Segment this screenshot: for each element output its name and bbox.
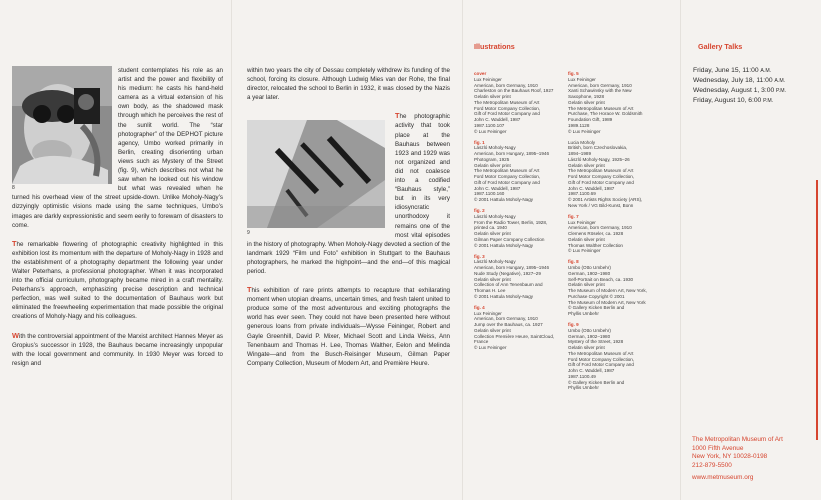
credit-line: Phyllis Umbehr: [568, 385, 599, 391]
credit-line: © Lux Feininger: [474, 128, 507, 134]
credit-line: The Museum of Modern Art, New York: [568, 299, 646, 305]
credit-line: Nude Study (Negative), 1927–29: [474, 270, 541, 276]
credit-line: Xanti Schawinsky with the New: [568, 88, 632, 94]
credit-line: © 2001 Artists Rights Society (ARS),: [568, 197, 643, 203]
credit-line: Umbo (Otto Umbehr): [568, 327, 611, 333]
credit-line: © Lux Feininger: [474, 345, 507, 351]
credit-line: Gelatin silver print: [568, 282, 605, 288]
credit-line: Gelatin silver print: [474, 162, 511, 168]
illustrations-title: Illustrations: [474, 42, 515, 51]
figure-label: fig. 3: [474, 253, 485, 259]
credit-line: Photogram, 1925: [474, 156, 510, 162]
credit-line: Charleston on the Bauhaus Roof, 1927: [474, 88, 554, 94]
figure-label: fig. 4: [474, 304, 485, 310]
illustration-entry: [474, 71, 574, 134]
talk-day-time: Friday, June 15, 11:00: [693, 67, 761, 74]
talk-day-time: Friday, August 10, 6:00: [693, 97, 764, 104]
drop-cap: W: [12, 330, 19, 340]
credit-line: © Lux Feininger: [568, 248, 601, 254]
credit-line: American, born Germany, 1910: [474, 316, 538, 322]
paragraph-flowering-text: he remarkable flowering of photographic creativity highlighted in this exhibition lost its momentum with the departure of Moholy-Nagy in 1928 and the establishment of a photography department the following year under Walter Peterhans, a professional photographer. When it was incorporated into the official curriculum, photography became mired in a craft mentality. Peterhans’s approach, emphasizing precise description and technical perfection, was well suited to the documentation of Bauhaus work but eliminated the freewheeling experimentation that made possible the original creations of Moholy-Nagy and his colleagues.: [12, 240, 223, 321]
gallery-talk-date: [693, 96, 786, 106]
illustration-entry: [568, 140, 676, 209]
credit-line: German, 1902–1980: [568, 270, 611, 276]
drop-cap: T: [395, 111, 400, 121]
essay-flow-1: [12, 66, 223, 496]
credit-line: Lux Feininger: [568, 219, 596, 225]
paragraph-exhibition: [247, 285, 450, 368]
credit-line: © Lux Feininger: [568, 128, 601, 134]
paragraph-dessau: within two years the city of Dessau completely withdrew its funding of the school, forcing its closure. Although Ludwig Mies van der Rohe, the final director, relocated the school to Berlin in 1932, it was closed by the Nazis a year later.: [247, 67, 450, 102]
credit-line: Ford Motor Company Collection,: [474, 174, 541, 180]
credit-line: John C. Waddell, 1987: [568, 368, 615, 374]
credit-line: © 2001 Hattula Moholy-Nagy: [474, 293, 534, 299]
figure-label: fig. 8: [568, 259, 579, 265]
credit-line: Thomas H. Lee: [474, 288, 506, 294]
credit-line: Lux Feininger: [474, 310, 502, 316]
illustration-entry: [568, 322, 676, 391]
credit-line: American, born Germany, 1910: [474, 82, 538, 88]
credit-line: Lux Feininger: [568, 76, 596, 82]
credit-line: 1987.1100.160: [474, 191, 505, 197]
paragraph-umbo: student contemplates his role as an artist and the power and flexibility of his medium: he casts his hand-held camera as a virtual extension of his own body, as the shadowed mask through which he perceives the rest of the sunlit world. The “star photographer” of the DEPHOT picture agency, Umbo worked primarily in Berlin, creating disorienting urban views such as Mystery of the Street (fig. 9), which describes not what he saw when he looked out his window but what was revealed when he turned his overhead view of the street upside-down. Unlike Moholy-Nagy’s dizzyingly optimistic visions made using the same techniques, Umbo’s images are darkly expressionistic and seem eerily to forewarn of disasters to come.: [12, 67, 223, 229]
talk-am-pm: P.M.: [763, 98, 774, 104]
gallery-talk-date: [693, 66, 786, 76]
museum-address-line-1: 1000 Fifth Avenue: [692, 444, 744, 452]
credit-line: The Metropolitan Museum of Art: [568, 350, 634, 356]
photo-mystery-of-the-street: [247, 120, 385, 228]
credit-line: France: [474, 339, 489, 345]
credit-line: The Metropolitan Museum of Art: [568, 105, 634, 111]
credit-line: © 2001 Hattula Moholy-Nagy: [474, 197, 534, 203]
credit-line: German, 1902–1980: [568, 333, 611, 339]
credit-line: The Metropolitan Museum of Art: [474, 99, 540, 105]
illustration-entry: [474, 208, 574, 248]
accent-rule: [816, 180, 818, 440]
credit-line: László Moholy-Nagy: [474, 259, 516, 265]
credit-line: The Museum of Modern Art, New York,: [568, 288, 647, 294]
panel-fold: [231, 0, 232, 500]
credit-line: Purchase Copyright © 2001: [568, 293, 625, 299]
credit-line: Purchase, The Horace W. Goldsmith: [568, 111, 643, 117]
photo-caption-8: 8: [12, 185, 15, 191]
credit-line: Jump over the Bauhaus, ca. 1927: [474, 322, 543, 328]
credit-line: Lucia Moholy: [568, 139, 596, 145]
drop-cap: T: [247, 285, 252, 295]
credit-line: Phyllis Umbehr: [568, 311, 599, 317]
paragraph-meyer-text: ith the controversial appointment of the Marxist architect Hannes Meyer as Gropius’s successor in 1928, the Bauhaus became increasingly unpopular with the local government and community. In 1930 Meyer was forced to resign and: [12, 332, 223, 367]
credit-line: New York / VG Bild-Kunst, Bonn: [568, 202, 634, 208]
paragraph-exhibition-text: his exhibition of rare prints attempts to recapture that exhilarating moment when utopian dreams, uncertain times, and fresh talent united to produce some of the most adventurous and exciting photographs the world has ever seen. They could not have been presented here without generous loans from private individuals—Wysse Feininger, Robert and Gayle Greenhill, David P. Mixer, Michael Scott and Linda Weiss, Ann Tenenbaum and Thomas H. Lee, Thomas Walther, Eelon and Melinda Wingate—and from the Busch-Reisinger Museum, Gilman Paper Company Collection, Museum of Modern Art, and Première Heure.: [247, 287, 450, 367]
credit-line: The Metropolitan Museum of Art: [474, 168, 540, 174]
paragraph-meyer: [12, 331, 223, 368]
museum-address-block: [692, 436, 783, 483]
illustration-entry: [474, 305, 574, 351]
credit-line: Ford Motor Company Collection,: [474, 105, 541, 111]
credit-line: 1989.1128: [568, 122, 590, 128]
photo-space-1: [12, 66, 118, 190]
talk-day-time: Wednesday, July 18, 11:00: [693, 77, 775, 84]
figure-label: fig. 9: [568, 322, 579, 328]
panel-gallery-talks: [680, 0, 821, 500]
credit-line: 1987.1100.49: [568, 373, 596, 379]
credit-line: John C. Waddell, 1987: [568, 185, 615, 191]
drop-cap: T: [12, 238, 17, 248]
museum-name: The Metropolitan Museum of Art: [692, 436, 783, 443]
credit-line: Gelatin silver print: [474, 276, 511, 282]
credit-line: 1894–1989: [568, 151, 591, 157]
credit-line: Lux Feininger: [474, 76, 502, 82]
credit-line: British, born Czechoslovakia,: [568, 145, 628, 151]
credit-line: The Metropolitan Museum of Art: [568, 168, 634, 174]
talk-am-pm: A.M.: [760, 68, 772, 74]
credit-line: Clemens Röseler, ca. 1928: [568, 231, 624, 237]
credit-line: Gelatin silver print: [568, 162, 605, 168]
credit-line: © Gallery Kicken Berlin and: [568, 305, 625, 311]
panel-illustrations: [462, 0, 680, 500]
credit-line: Ford Motor Company Collection,: [568, 174, 635, 180]
gallery-talk-date: [693, 76, 786, 86]
talk-am-pm: P.M.: [776, 88, 787, 94]
credit-line: Collection of Ann Tenenbaum and: [474, 282, 543, 288]
credit-line: Gilman Paper Company Collection: [474, 236, 545, 242]
credit-line: American, born Hungary, 1895–1946: [474, 265, 549, 271]
credit-line: American, born Hungary, 1895–1946: [474, 151, 549, 157]
credit-line: Self-Portrait on Beach, ca. 1930: [568, 276, 634, 282]
credit-line: 1987.1100.69: [568, 191, 596, 197]
museum-website-link[interactable]: www.metmuseum.org: [692, 474, 754, 482]
credit-line: John C. Waddell, 1987: [474, 117, 521, 122]
figure-label: fig. 7: [568, 213, 579, 219]
credit-line: Foundation Gift, 1989: [568, 117, 613, 122]
credit-line: László Moholy-Nagy: [474, 213, 516, 219]
credit-line: American, born Germany, 1910: [568, 82, 632, 88]
credit-line: John C. Waddell, 1987: [474, 185, 521, 191]
illustration-entry: [474, 254, 574, 300]
illustrations-column-left: [474, 71, 574, 356]
credit-line: László Moholy-Nagy: [474, 145, 516, 151]
illustration-entry: [568, 259, 676, 317]
credit-line: 1987.1100.107: [474, 122, 505, 128]
gallery-talk-date: [693, 86, 786, 96]
figure-label: fig. 5: [568, 71, 579, 76]
credit-line: Ford Motor Company Collection,: [568, 356, 635, 362]
figure-label: fig. 1: [474, 139, 485, 145]
illustration-entry: [568, 214, 676, 254]
credit-line: Gelatin silver print: [568, 99, 605, 105]
credit-line: © Gallery Kicken Berlin and: [568, 379, 625, 385]
figure-label: cover: [474, 71, 487, 76]
credit-line: Gelatin silver print: [474, 94, 511, 99]
credit-line: © 2001 Hattula Moholy-Nagy: [474, 242, 534, 248]
credit-line: printed ca. 1940: [474, 225, 507, 231]
credit-line: Gift of Ford Motor Company and: [474, 111, 540, 117]
figure-label: fig. 2: [474, 208, 485, 214]
illustration-entry: [568, 71, 676, 134]
credit-line: From the Radio Tower, Berlin, 1928,: [474, 219, 548, 225]
paragraph-flowering: [12, 239, 223, 322]
credit-line: Gelatin silver print: [568, 236, 605, 242]
illustration-entry: [474, 140, 574, 203]
talk-day-time: Wednesday, August 1, 3:00: [693, 87, 777, 94]
illustrations-column-right: [568, 71, 676, 396]
credit-line: Umbo (Otto Umbehr): [568, 265, 611, 271]
credit-line: Gelatin silver print: [474, 327, 511, 333]
credit-line: Gelatin silver print: [474, 231, 511, 237]
photo-caption-9: 9: [247, 230, 250, 236]
museum-address-line-2: New York, NY 10028-0198: [692, 453, 768, 461]
credit-line: Gift of Ford Motor Company and: [568, 179, 634, 185]
gallery-talks-list: [693, 66, 786, 106]
credit-line: Mystery of the Street, 1928: [568, 339, 624, 345]
credit-line: Gift of Ford Motor Company and: [474, 179, 540, 185]
gallery-talks-title: Gallery Talks: [698, 42, 743, 51]
credit-line: Saxophone, 1928: [568, 94, 605, 99]
credit-line: Gift of Ford Motor Company and: [568, 362, 634, 368]
credit-line: Thomas Walther Collection: [568, 242, 623, 248]
museum-phone: 212-879-5500: [692, 461, 732, 469]
paragraph-activity-text: he photographic activity that took place at the Bauhaus between 1923 and 1929 was not organized and did not coalesce into a codified “Bauhaus style,” but in its very idiosyncratic unorthodoxy it remains one of the most vital episodes in the history of photography. When Moholy-Nagy devoted a section of the landmark 1929 “Film und Foto” exhibition in Stuttgart to the Bauhaus photographers, he marked the highpoint—and the end—of this magical period.: [247, 113, 450, 275]
talk-am-pm: A.M.: [774, 78, 786, 84]
credit-line: Gelatin silver print: [568, 345, 605, 351]
credit-line: American, born Germany, 1910: [568, 225, 632, 231]
credit-line: László Moholy-Nagy, 1925–26: [568, 156, 630, 162]
credit-line: Collection Première Heure, SaintCloud,: [474, 333, 555, 339]
